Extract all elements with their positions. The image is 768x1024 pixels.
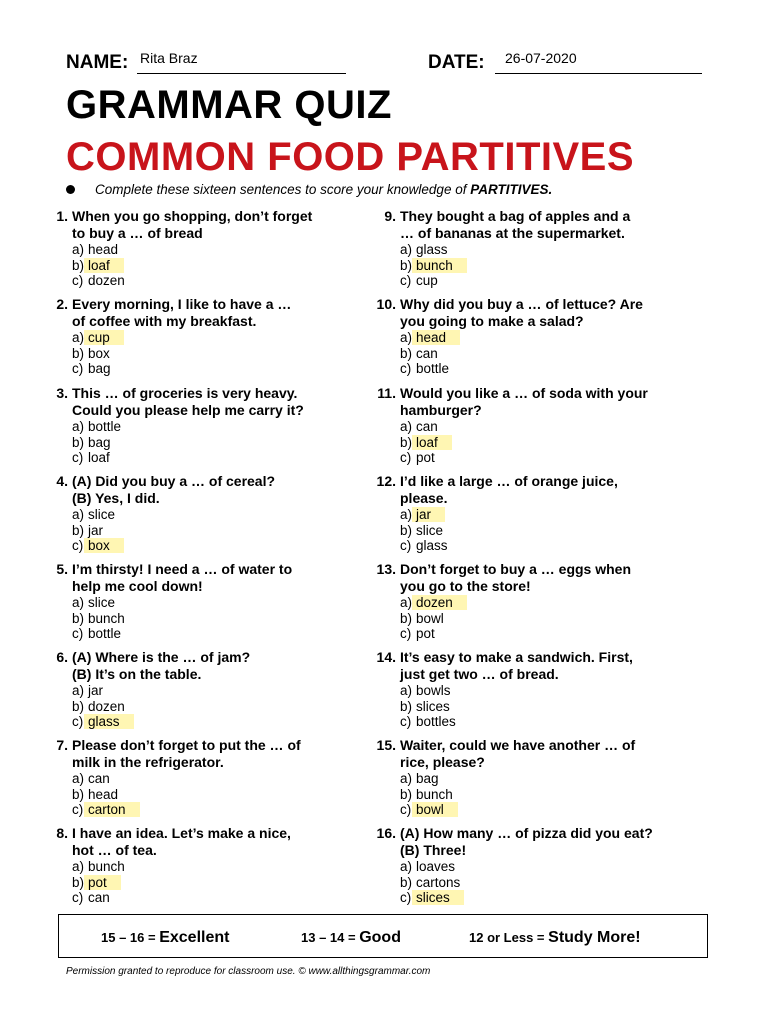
question-number: 9. <box>384 208 396 224</box>
answer-options <box>72 242 370 289</box>
answer-option[interactable] <box>72 450 370 466</box>
answer-options <box>72 683 370 730</box>
option-letter: a) <box>72 419 85 434</box>
selected-answer: slices <box>412 890 464 905</box>
option-letter: a) <box>72 595 85 610</box>
option-word: glass <box>416 242 448 257</box>
option-letter: a) <box>72 507 85 522</box>
answer-options <box>72 595 370 642</box>
answer-option[interactable] <box>72 714 370 730</box>
question-text: … of bananas at the supermarket. <box>400 225 625 241</box>
answer-option[interactable] <box>400 242 698 258</box>
answer-option[interactable] <box>72 626 370 642</box>
answer-option[interactable] <box>400 714 698 730</box>
option-letter: c) <box>72 714 84 729</box>
answer-option[interactable] <box>72 538 370 554</box>
answer-option[interactable] <box>400 523 698 539</box>
question-5 <box>40 561 370 642</box>
answer-option[interactable] <box>72 683 370 699</box>
answer-option[interactable] <box>72 611 370 627</box>
answer-option[interactable] <box>400 859 698 875</box>
answer-options <box>72 507 370 554</box>
option-word: glass <box>416 538 448 553</box>
option-word: slice <box>88 507 116 522</box>
selected-answer: pot <box>84 875 121 890</box>
option-letter: c) <box>72 802 84 817</box>
option-letter: c) <box>72 273 84 288</box>
answer-options <box>400 595 698 642</box>
option-word: can <box>88 771 110 786</box>
option-word: slice <box>416 522 444 538</box>
answer-option[interactable] <box>72 361 370 377</box>
date-label: DATE: <box>428 52 485 73</box>
answer-option[interactable] <box>400 435 698 451</box>
question-4 <box>40 473 370 554</box>
option-letter: b) <box>72 434 85 450</box>
bullet-icon <box>66 185 75 194</box>
question-15 <box>368 737 698 818</box>
option-word: pot <box>416 626 435 641</box>
score-study-more <box>469 929 641 947</box>
answer-option[interactable] <box>72 419 370 435</box>
selected-answer: bunch <box>412 258 467 273</box>
question-text: I’d like a large … of orange juice, <box>400 473 618 489</box>
answer-option[interactable] <box>72 859 370 875</box>
option-letter: b) <box>400 434 413 450</box>
score-good <box>301 929 401 947</box>
question-text: I have an idea. Let’s make a nice, <box>72 825 291 841</box>
option-word: can <box>88 890 110 905</box>
answer-option[interactable] <box>400 771 698 787</box>
answer-option[interactable] <box>400 802 698 818</box>
option-word: dozen <box>88 698 125 714</box>
question-text: (A) Where is the … of jam? <box>72 649 251 665</box>
option-word: can <box>416 419 438 434</box>
option-letter: a) <box>400 507 413 522</box>
question-3 <box>40 385 370 466</box>
answer-option[interactable] <box>72 523 370 539</box>
question-6 <box>40 649 370 730</box>
selected-answer: head <box>412 330 460 345</box>
question-text: Could you please help me carry it? <box>72 402 304 418</box>
option-word: bottles <box>416 714 456 729</box>
option-letter: c) <box>400 802 412 817</box>
question-10 <box>368 296 698 377</box>
option-letter: c) <box>72 890 84 905</box>
answer-option[interactable] <box>400 611 698 627</box>
score-range: 15 – 16 = <box>101 930 156 945</box>
question-text: of coffee with my breakfast. <box>72 313 257 329</box>
question-text: to buy a … of bread <box>72 225 203 241</box>
question-16 <box>368 825 698 906</box>
option-letter: b) <box>72 786 85 802</box>
name-value: Rita Braz <box>140 50 198 66</box>
option-letter: a) <box>72 683 85 698</box>
answer-option[interactable] <box>400 361 698 377</box>
option-word: bag <box>416 771 439 786</box>
option-word: jar <box>88 683 104 698</box>
question-number: 14. <box>376 649 396 665</box>
option-letter: a) <box>400 595 413 610</box>
option-letter: a) <box>400 683 413 698</box>
option-word: loaf <box>88 450 110 465</box>
instructions-emphasis: PARTITIVES. <box>470 182 553 197</box>
name-field[interactable] <box>137 51 346 74</box>
option-letter: c) <box>400 538 412 553</box>
selected-answer: loaf <box>84 258 124 273</box>
question-text: It’s easy to make a sandwich. First, <box>400 649 633 665</box>
answer-option[interactable] <box>72 507 370 523</box>
question-text: Waiter, could we have another … of <box>400 737 636 753</box>
option-letter: a) <box>400 242 413 257</box>
question-number: 10. <box>376 296 396 312</box>
answer-option[interactable] <box>72 890 370 906</box>
option-letter: b) <box>72 257 85 273</box>
question-number: 16. <box>376 825 396 841</box>
question-text: (A) Did you buy a … of cereal? <box>72 473 276 489</box>
question-text: (B) It’s on the table. <box>72 666 202 682</box>
date-value: 26-07-2020 <box>505 50 577 66</box>
question-text: (B) Yes, I did. <box>72 490 160 506</box>
option-letter: c) <box>400 626 412 641</box>
option-letter: b) <box>72 698 85 714</box>
quiz-title: GRAMMAR QUIZ <box>66 83 392 127</box>
answer-option[interactable] <box>72 346 370 362</box>
option-word: dozen <box>88 273 125 288</box>
option-letter: c) <box>400 714 412 729</box>
question-text: (A) How many … of pizza did you eat? <box>400 825 653 841</box>
question-text: Please don’t forget to put the … of <box>72 737 301 753</box>
option-letter: b) <box>400 522 413 538</box>
question-number: 6. <box>56 649 68 665</box>
question-number: 13. <box>376 561 396 577</box>
answer-options <box>400 507 698 554</box>
option-word: bag <box>88 361 111 376</box>
option-letter: b) <box>400 786 413 802</box>
question-text: help me cool down! <box>72 578 203 594</box>
option-word: slices <box>416 698 450 714</box>
option-letter: c) <box>72 626 84 641</box>
question-number: 8. <box>56 825 68 841</box>
question-13 <box>368 561 698 642</box>
option-letter: a) <box>400 771 413 786</box>
question-number: 3. <box>56 385 68 401</box>
option-letter: b) <box>400 610 413 626</box>
answer-options <box>72 419 370 466</box>
question-number: 5. <box>56 561 68 577</box>
question-text: I’m thirsty! I need a … of water to <box>72 561 293 577</box>
question-1 <box>40 208 370 289</box>
question-14 <box>368 649 698 730</box>
answer-options <box>400 330 698 377</box>
question-number: 4. <box>56 473 68 489</box>
question-number: 12. <box>376 473 396 489</box>
answer-option[interactable] <box>400 258 698 274</box>
answer-options <box>400 771 698 818</box>
question-text: just get two … of bread. <box>400 666 559 682</box>
option-word: bottle <box>416 361 450 376</box>
question-11 <box>368 385 698 466</box>
question-text: milk in the refrigerator. <box>72 754 224 770</box>
selected-answer: dozen <box>412 595 467 610</box>
question-8 <box>40 825 370 906</box>
question-9 <box>368 208 698 289</box>
answer-option[interactable] <box>72 787 370 803</box>
option-word: bowls <box>416 683 451 698</box>
score-range: 12 or Less = <box>469 930 545 945</box>
question-text: Every morning, I like to have a … <box>72 296 292 312</box>
answer-option[interactable] <box>72 435 370 451</box>
question-text: please. <box>400 490 448 506</box>
question-number: 11. <box>377 385 396 401</box>
option-word: bag <box>88 434 111 450</box>
option-letter: b) <box>72 874 85 890</box>
instructions <box>66 181 552 199</box>
option-letter: c) <box>72 361 84 376</box>
answer-option[interactable] <box>72 771 370 787</box>
question-number: 7. <box>56 737 68 753</box>
option-letter: a) <box>400 330 413 345</box>
selected-answer: bowl <box>412 802 458 817</box>
answer-option[interactable] <box>72 802 370 818</box>
selected-answer: jar <box>412 507 445 522</box>
score-box <box>58 914 708 958</box>
instructions-text: Complete these sixteen sentences to score your knowledge of <box>95 182 471 197</box>
option-word: cartons <box>416 874 461 890</box>
question-text: Would you like a … of soda with your <box>400 385 648 401</box>
selected-answer: loaf <box>412 435 452 450</box>
answer-option[interactable] <box>400 273 698 289</box>
option-letter: c) <box>400 890 412 905</box>
date-field[interactable] <box>495 51 702 74</box>
question-text: hamburger? <box>400 402 482 418</box>
option-letter: c) <box>72 538 84 553</box>
option-word: can <box>416 345 438 361</box>
answer-option[interactable] <box>72 875 370 891</box>
answer-options <box>72 771 370 818</box>
option-word: slice <box>88 595 116 610</box>
question-12 <box>368 473 698 554</box>
answer-option[interactable] <box>400 683 698 699</box>
option-letter: c) <box>400 361 412 376</box>
selected-answer: glass <box>84 714 134 729</box>
question-text: They bought a bag of apples and a <box>400 208 631 224</box>
answer-option[interactable] <box>72 330 370 346</box>
score-range: 13 – 14 = <box>301 930 356 945</box>
option-word: bunch <box>416 786 453 802</box>
answer-option[interactable] <box>72 273 370 289</box>
answer-option[interactable] <box>72 258 370 274</box>
selected-answer: box <box>84 538 124 553</box>
answer-option[interactable] <box>72 699 370 715</box>
answer-options <box>72 330 370 377</box>
option-letter: a) <box>72 771 85 786</box>
option-word: box <box>88 345 110 361</box>
question-text: This … of groceries is very heavy. <box>72 385 298 401</box>
question-text: you go to the store! <box>400 578 531 594</box>
question-number: 2. <box>56 296 68 312</box>
answer-option[interactable] <box>400 875 698 891</box>
question-number: 15. <box>376 737 396 753</box>
option-word: head <box>88 786 119 802</box>
option-letter: b) <box>400 257 413 273</box>
footer-permission: Permission granted to reproduce for classroom use. © www.allthingsgrammar.com <box>66 966 431 977</box>
option-letter: c) <box>400 450 412 465</box>
option-letter: c) <box>72 450 84 465</box>
answer-option[interactable] <box>72 595 370 611</box>
answer-options <box>400 683 698 730</box>
answer-option[interactable] <box>400 699 698 715</box>
score-excellent <box>101 929 229 947</box>
question-text: Why did you buy a … of lettuce? Are <box>400 296 643 312</box>
question-text: (B) Three! <box>400 842 467 858</box>
option-word: jar <box>88 522 104 538</box>
question-text: hot … of tea. <box>72 842 157 858</box>
option-letter: a) <box>72 859 85 874</box>
option-letter: b) <box>400 698 413 714</box>
option-letter: b) <box>72 345 85 361</box>
answer-option[interactable] <box>400 538 698 554</box>
quiz-subtitle: COMMON FOOD PARTITIVES <box>66 135 635 179</box>
option-letter: b) <box>400 874 413 890</box>
answer-option[interactable] <box>400 890 698 906</box>
option-word: bunch <box>88 859 125 874</box>
option-word: bunch <box>88 610 125 626</box>
answer-option[interactable] <box>400 787 698 803</box>
option-word: bottle <box>88 419 122 434</box>
score-label: Study More! <box>548 929 641 946</box>
option-letter: a) <box>72 242 85 257</box>
question-number: 1. <box>56 208 68 224</box>
option-letter: a) <box>400 859 413 874</box>
question-text: When you go shopping, don’t forget <box>72 208 313 224</box>
answer-option[interactable] <box>400 419 698 435</box>
option-letter: c) <box>400 273 412 288</box>
option-word: bottle <box>88 626 122 641</box>
question-7 <box>40 737 370 818</box>
answer-option[interactable] <box>400 330 698 346</box>
option-letter: a) <box>400 419 413 434</box>
option-word: pot <box>416 450 435 465</box>
selected-answer: cup <box>84 330 124 345</box>
question-text: rice, please? <box>400 754 485 770</box>
question-text: Don’t forget to buy a … eggs when <box>400 561 631 577</box>
answer-option[interactable] <box>400 626 698 642</box>
option-word: cup <box>416 273 438 288</box>
score-label: Good <box>359 929 401 946</box>
option-letter: b) <box>72 522 85 538</box>
answer-options <box>400 859 698 906</box>
answer-options <box>72 859 370 906</box>
question-text: you going to make a salad? <box>400 313 584 329</box>
option-letter: b) <box>400 345 413 361</box>
name-label: NAME: <box>66 52 129 73</box>
score-label: Excellent <box>159 929 230 946</box>
answer-options <box>400 419 698 466</box>
option-letter: b) <box>72 610 85 626</box>
answer-option[interactable] <box>400 595 698 611</box>
answer-option[interactable] <box>400 507 698 523</box>
option-word: bowl <box>416 610 444 626</box>
option-word: head <box>88 242 119 257</box>
answer-options <box>400 242 698 289</box>
answer-option[interactable] <box>72 242 370 258</box>
answer-option[interactable] <box>400 450 698 466</box>
option-word: loaves <box>416 859 456 874</box>
answer-option[interactable] <box>400 346 698 362</box>
selected-answer: carton <box>84 802 140 817</box>
option-letter: a) <box>72 330 85 345</box>
question-2 <box>40 296 370 377</box>
